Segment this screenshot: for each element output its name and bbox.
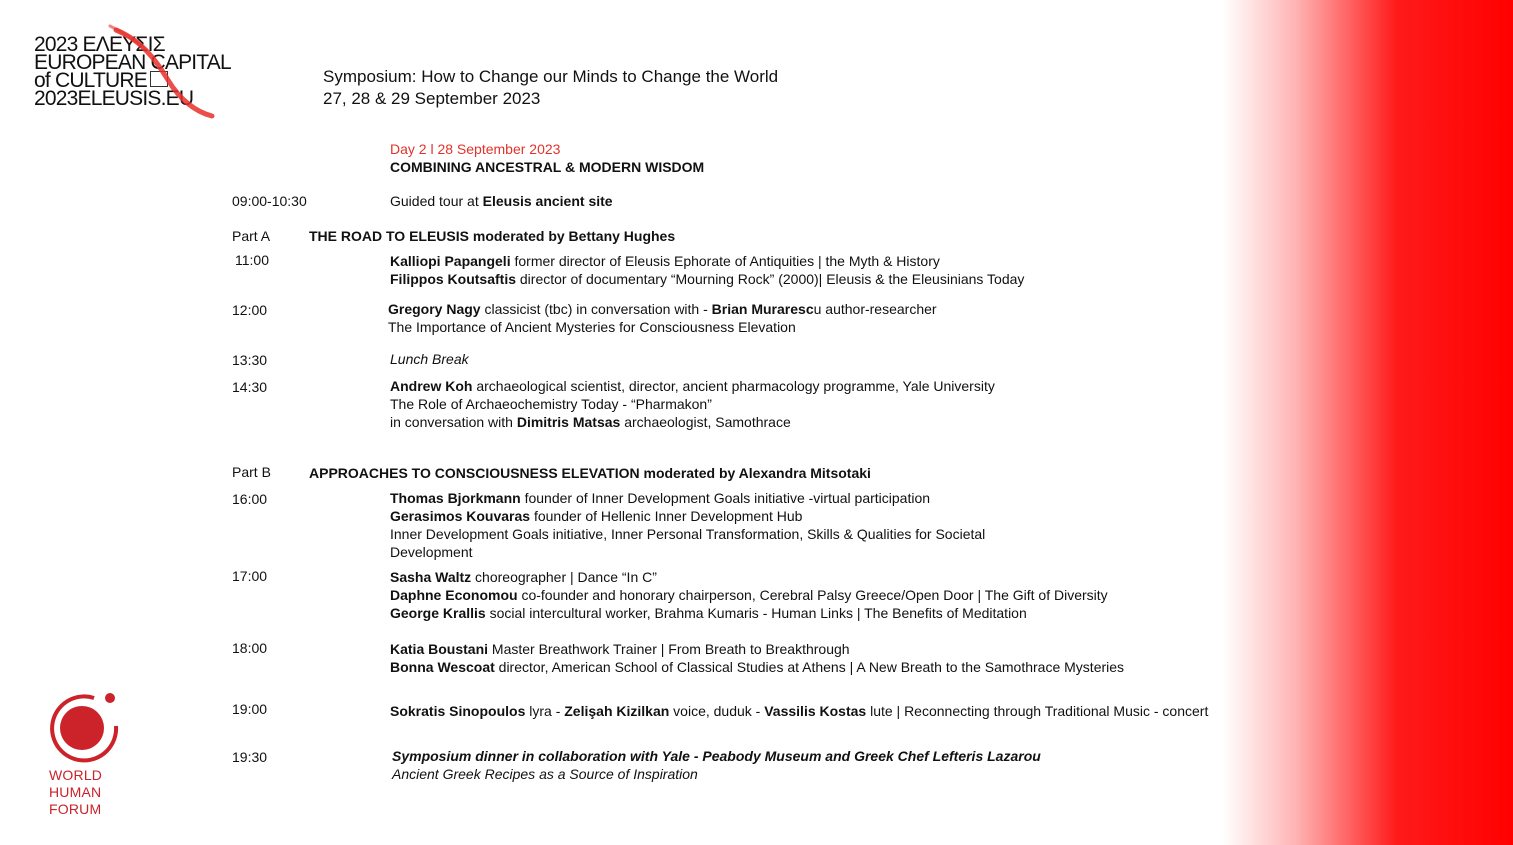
speaker-economou: Daphne Economou xyxy=(390,587,518,603)
whf-line-3: FORUM xyxy=(49,801,102,817)
speaker-sinopoulos-desc: lyra - xyxy=(525,703,565,719)
entry-1430-line-2: The Role of Archaeochemistry Today - “Pharmakon” xyxy=(390,396,712,412)
speaker-sinopoulos: Sokratis Sinopoulos xyxy=(390,703,526,719)
entry-1800-line-2 xyxy=(390,658,1124,676)
speaker-papangeli-desc: former director of Eleusis Ephorate of Antiquities | the Myth & History xyxy=(510,253,940,269)
speaker-economou-desc: co-founder and honorary chairperson, Cerebral Palsy Greece/Open Door | The Gift of Diversity xyxy=(517,587,1108,603)
entry-1600-line-1 xyxy=(390,489,985,507)
speaker-kouvaras-desc: founder of Hellenic Inner Development Hub xyxy=(530,508,803,524)
time-1900: 19:00 xyxy=(232,701,268,717)
tour-text: Guided tour at xyxy=(390,193,483,209)
entry-1700 xyxy=(390,568,1108,622)
time-1330: 13:30 xyxy=(232,352,268,368)
day-label: Day 2 l 28 September 2023 xyxy=(390,141,561,157)
speaker-muraresc-desc: u author-researcher xyxy=(813,301,937,317)
speaker-krallis-desc: social intercultural worker, Brahma Kumaris - Human Links | The Benefits of Meditation xyxy=(485,605,1027,621)
entry-1200-line-2: The Importance of Ancient Mysteries for Consciousness Elevation xyxy=(388,319,796,335)
entry-1600-line-2 xyxy=(390,507,985,525)
time-1600: 16:00 xyxy=(232,491,268,507)
entry-1100-line-1 xyxy=(390,252,1024,270)
tour-site: Eleusis ancient site xyxy=(482,193,613,209)
speaker-koh: Andrew Koh xyxy=(390,378,473,394)
speaker-wescoat-desc: director, American School of Classical Studies at Athens | A New Breath to the Samothrace Mysteries xyxy=(494,659,1125,675)
speaker-nagy: Gregory Nagy xyxy=(388,301,481,317)
speaker-kizilkan-desc: voice, duduk - xyxy=(669,703,765,719)
speaker-kostas-desc: lute | Reconnecting through Traditional Music - concert xyxy=(866,703,1209,719)
time-1100: 11:00 xyxy=(235,252,269,268)
entry-1900 xyxy=(390,702,1208,720)
entry-1200 xyxy=(388,300,937,336)
entry-guided-tour xyxy=(390,192,613,210)
speaker-papangeli: Kalliopi Papangeli xyxy=(390,253,511,269)
part-b-title: APPROACHES TO CONSCIOUSNESS ELEVATION moderated by Alexandra Mitsotaki xyxy=(309,465,871,481)
entry-1800-line-1 xyxy=(390,640,1124,658)
time-1430: 14:30 xyxy=(232,379,268,395)
entry-1600-line-4: Development xyxy=(390,544,473,560)
entry-1100-line-2 xyxy=(390,270,1024,288)
whf-line-1: WORLD xyxy=(49,767,103,783)
speaker-kouvaras: Gerasimos Kouvaras xyxy=(390,508,531,524)
part-b-label: Part B xyxy=(232,464,271,480)
symposium-title: Symposium: How to Change our Minds to Change the World xyxy=(323,67,779,86)
whf-line-2: HUMAN xyxy=(49,784,102,800)
entry-1700-line-2 xyxy=(390,586,1108,604)
entry-lunch-break: Lunch Break xyxy=(390,351,469,367)
time-1700: 17:00 xyxy=(232,568,268,584)
logo-line-1: 2023 ΕΛΕΥΣΙΣ xyxy=(34,33,165,56)
speaker-wescoat: Bonna Wescoat xyxy=(390,659,495,675)
time-1930: 19:30 xyxy=(232,749,268,765)
entry-1700-line-3 xyxy=(390,604,1108,622)
entry-1430 xyxy=(390,377,995,431)
conversation-with: in conversation with xyxy=(390,414,517,430)
symposium-dates: 27, 28 & 29 September 2023 xyxy=(323,89,541,108)
entry-1600 xyxy=(390,489,985,561)
speaker-kizilkan: Zelişah Kizilkan xyxy=(564,703,670,719)
logo-line-3-text: of CULTURE xyxy=(34,69,147,92)
speaker-bjorkmann: Thomas Bjorkmann xyxy=(390,490,521,506)
speaker-muraresc: Brian Muraresc xyxy=(711,301,814,317)
speaker-koh-desc: archaeological scientist, director, ancient pharmacology programme, Yale University xyxy=(472,378,995,394)
world-human-forum-logo-icon xyxy=(44,690,124,770)
speaker-nagy-desc: classicist (tbc) in conversation with - xyxy=(480,301,712,317)
time-1200: 12:00 xyxy=(232,302,268,318)
entry-1800 xyxy=(390,640,1124,676)
entry-1930-line-1 xyxy=(392,747,1041,765)
entry-1430-line-3 xyxy=(390,413,995,431)
time-1800: 18:00 xyxy=(232,640,268,656)
time-0900: 09:00-10:30 xyxy=(232,193,307,209)
speaker-matsas: Dimitris Matsas xyxy=(516,414,621,430)
speaker-kostas: Vassilis Kostas xyxy=(764,703,867,719)
entry-1430-line-1 xyxy=(390,377,995,395)
day-theme: COMBINING ANCESTRAL & MODERN WISDOM xyxy=(390,159,705,175)
entry-1200-line-1 xyxy=(388,300,937,318)
logo-line-4: 2023ELEUSIS.EU xyxy=(34,87,194,110)
entry-1600-line-3: Inner Development Goals initiative, Inner Personal Transformation, Skills & Qualities for Societal xyxy=(390,526,986,542)
part-a-label: Part A xyxy=(232,228,271,244)
entry-1700-line-1 xyxy=(390,568,1108,586)
speaker-boustani-desc: Master Breathwork Trainer | From Breath to Breakthrough xyxy=(488,641,850,657)
speaker-koutsaftis: Filippos Koutsaftis xyxy=(390,271,516,287)
logo-line-2: EUROPEAN CAPITAL xyxy=(34,51,231,74)
speaker-krallis: George Krallis xyxy=(390,605,486,621)
part-a-title: THE ROAD TO ELEUSIS moderated by Bettany Hughes xyxy=(309,228,676,244)
red-gradient-band xyxy=(1223,0,1513,845)
entry-1100 xyxy=(390,252,1024,288)
speaker-koutsaftis-desc: director of documentary “Mourning Rock” (2000)| Eleusis & the Eleusinians Today xyxy=(516,271,1025,287)
speaker-waltz-desc: choreographer | Dance “In C” xyxy=(471,569,657,585)
dinner-title: Symposium dinner in collaboration with Yale - Peabody Museum and Greek Chef Lefteris Lazarou xyxy=(392,748,1041,764)
speaker-waltz: Sasha Waltz xyxy=(390,569,472,585)
red-swoosh-icon xyxy=(86,20,226,120)
eleusis-2023-logo xyxy=(34,34,244,114)
speaker-boustani: Katia Boustani xyxy=(390,641,489,657)
speaker-bjorkmann-desc: founder of Inner Development Goals initiative -virtual participation xyxy=(520,490,931,506)
speaker-matsas-desc: archaeologist, Samothrace xyxy=(620,414,791,430)
entry-1930 xyxy=(392,747,1041,783)
entry-1930-line-2: Ancient Greek Recipes as a Source of Inspiration xyxy=(392,766,698,782)
